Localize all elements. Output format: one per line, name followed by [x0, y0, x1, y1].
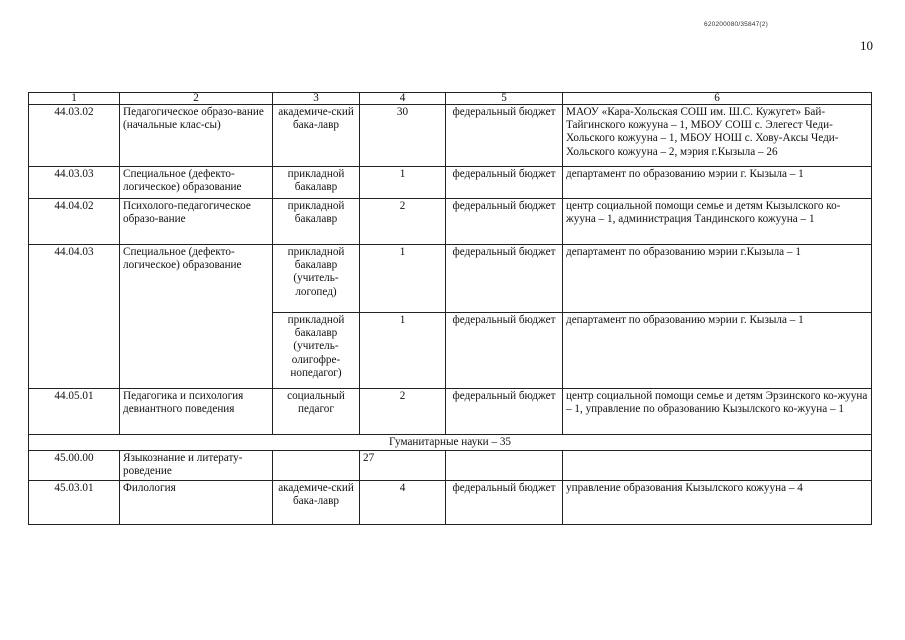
specialty-cell: Филология [120, 481, 273, 525]
column-number: 2 [120, 93, 273, 105]
code-cell: 44.03.02 [29, 105, 120, 167]
level-cell: социальный педагог [273, 389, 360, 435]
level-cell: прикладной бакалавр [273, 167, 360, 199]
level-cell: академиче-ский бака-лавр [273, 105, 360, 167]
specialty-cell: Специальное (дефекто-логическое) образование [120, 167, 273, 199]
level-cell: прикладной бакалавр (учитель-олигофре-нопедагог) [273, 313, 360, 389]
code-cell: 44.04.02 [29, 199, 120, 245]
table-row [29, 167, 872, 199]
page-number: 10 [860, 38, 873, 53]
code-cell: 44.04.03 [29, 245, 120, 389]
count-cell: 1 [360, 167, 446, 199]
level-cell: прикладной бакалавр (учитель-логопед) [273, 245, 360, 313]
column-number: 1 [29, 93, 120, 105]
code-cell: 45.03.01 [29, 481, 120, 525]
table-row [29, 389, 872, 435]
employers-cell: центр социальной помощи семье и детям Эрзинского ко-жууна – 1, управление по образованию Кызылского ко-жууна – 1 [563, 389, 872, 435]
level-cell: академиче-ский бака-лавр [273, 481, 360, 525]
code-cell: 45.00.00 [29, 451, 120, 481]
employers-cell: департамент по образованию мэрии г.Кызыла – 1 [563, 245, 872, 313]
count-cell: 2 [360, 389, 446, 435]
column-number: 3 [273, 93, 360, 105]
section-heading: Гуманитарные науки – 35 [29, 435, 872, 451]
table-row [29, 451, 872, 481]
specialty-cell: Педагогическое образо-вание (начальные клас-сы) [120, 105, 273, 167]
column-number: 5 [446, 93, 563, 105]
level-cell [273, 451, 360, 481]
count-cell: 30 [360, 105, 446, 167]
code-cell: 44.05.01 [29, 389, 120, 435]
table-row [29, 481, 872, 525]
funding-cell: федеральный бюджет [446, 245, 563, 313]
count-cell: 27 [360, 451, 446, 481]
specialty-cell: Языкознание и литерату-роведение [120, 451, 273, 481]
employers-cell: департамент по образованию мэрии г. Кызыла – 1 [563, 167, 872, 199]
funding-cell: федеральный бюджет [446, 313, 563, 389]
funding-cell: федеральный бюджет [446, 389, 563, 435]
code-cell: 44.03.03 [29, 167, 120, 199]
column-number: 6 [563, 93, 872, 105]
column-number-row [29, 93, 872, 105]
table-row [29, 245, 872, 313]
table-row [29, 199, 872, 245]
count-cell: 4 [360, 481, 446, 525]
specialty-cell: Психолого-педагогическое образо-вание [120, 199, 273, 245]
document-id: 620200080/35847(2) [704, 21, 768, 28]
employers-cell: управление образования Кызылского кожууна – 4 [563, 481, 872, 525]
funding-cell: федеральный бюджет [446, 167, 563, 199]
count-cell: 2 [360, 199, 446, 245]
allocation-table [28, 92, 872, 525]
funding-cell [446, 451, 563, 481]
level-cell: прикладной бакалавр [273, 199, 360, 245]
employers-cell: центр социальной помощи семье и детям Кызылского ко-жууна – 1, администрация Тандинского кожууна – 1 [563, 199, 872, 245]
employers-cell: МАОУ «Кара-Хольская СОШ им. Ш.С. Кужугет» Бай-Тайгинского кожууна – 1, МБОУ СОШ с. Элегест Чеди-Хольского кожууна – 1, МБОУ НОШ с. Хову-Аксы Чеди-Хольского кожууна – 2, мэрия г.Кызыла – 26 [563, 105, 872, 167]
column-number: 4 [360, 93, 446, 105]
employers-cell [563, 451, 872, 481]
funding-cell: федеральный бюджет [446, 199, 563, 245]
section-row [29, 435, 872, 451]
specialty-cell: Педагогика и психология девиантного поведения [120, 389, 273, 435]
table-row [29, 105, 872, 167]
employers-cell: департамент по образованию мэрии г. Кызыла – 1 [563, 313, 872, 389]
count-cell: 1 [360, 245, 446, 313]
funding-cell: федеральный бюджет [446, 105, 563, 167]
funding-cell: федеральный бюджет [446, 481, 563, 525]
count-cell: 1 [360, 313, 446, 389]
specialty-cell: Специальное (дефекто-логическое) образование [120, 245, 273, 389]
